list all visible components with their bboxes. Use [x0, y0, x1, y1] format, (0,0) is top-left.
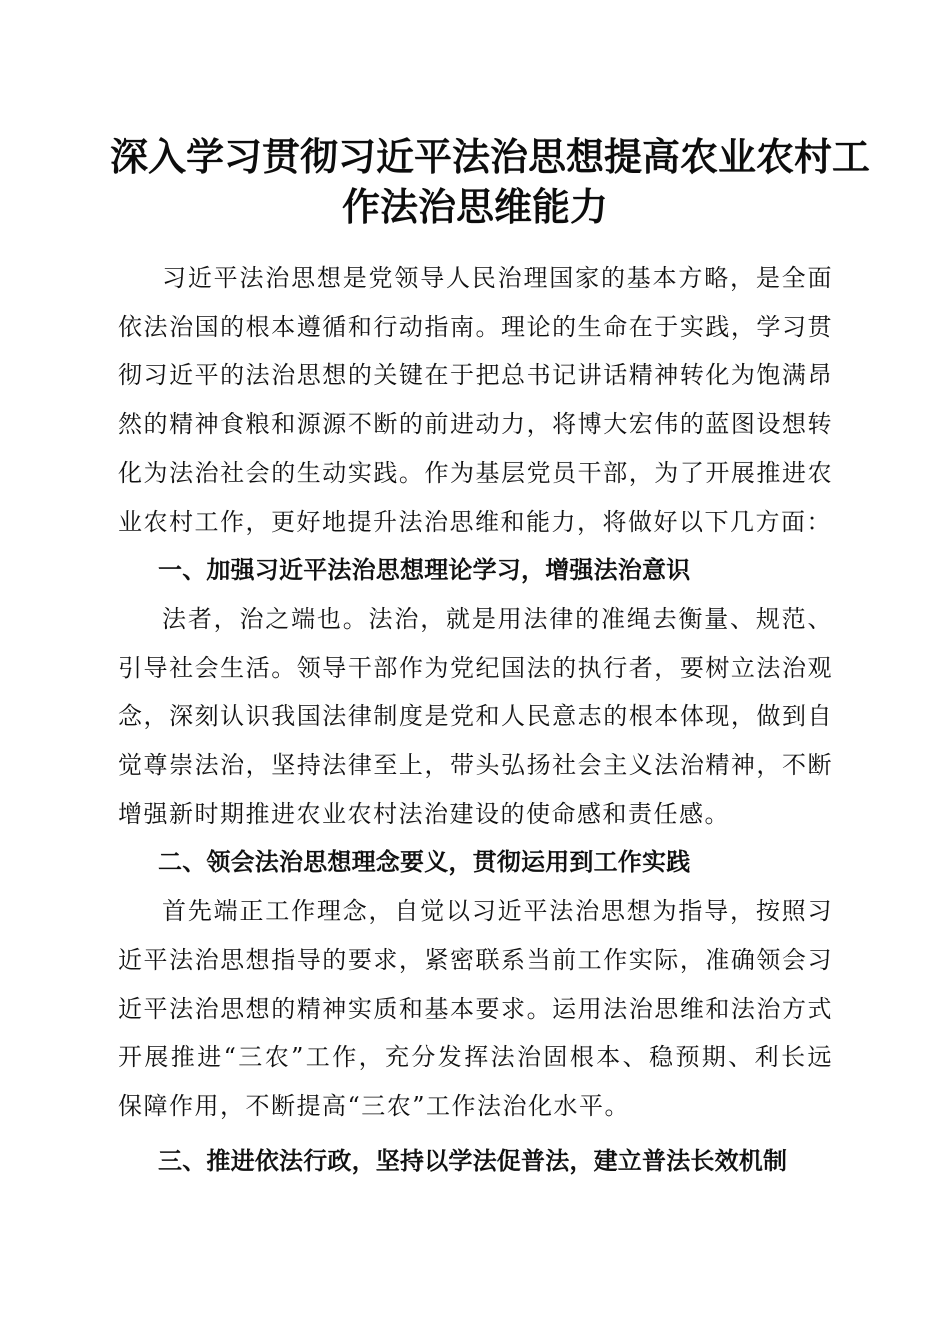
document-title [110, 132, 871, 232]
intro-paragraph: 习近平法治思想是党领导人民治理国家的基本方略，是全面依法治国的根本遵循和行动指南。理论的生命在于实践，学习贯彻习近平的法治思想的关键在于把总书记讲话精神转化为饱满昂然的精神食粮和源源不断的前进动力，将博大宏伟的蓝图设想转化为法治社会的生动实践。作为基层党员干部，为了开展推进农业农村工作，更好地提升法治思维和能力，将做好以下几方面： [118, 264, 833, 536]
section-2-paragraph: 首先端正工作理念，自觉以习近平法治思想为指导，按照习近平法治思想指导的要求，紧密联系当前工作实际，准确领会习近平法治思想的精神实质和基本要求。运用法治思维和法治方式开展推进“三农”工作，充分发挥法治固根本、稳预期、利长远保障作用，不断提高“三农”工作法治化水平。 [118, 897, 833, 1120]
title-line-1: 深入学习贯彻习近平法治思想提高农业农村工 [110, 134, 871, 179]
title-line-2: 作法治思维能力 [341, 184, 608, 229]
section-3-heading: 三、推进依法行政，坚持以学法促普法，建立普法长效机制 [158, 1146, 788, 1175]
section-1-heading: 一、加强习近平法治思想理论学习，增强法治意识 [158, 556, 691, 585]
section-2-heading: 二、领会法治思想理念要义，贯彻运用到工作实践 [158, 848, 691, 877]
document-body [118, 254, 833, 1185]
section-1-paragraph: 法者，治之端也。法治，就是用法律的准绳去衡量、规范、引导社会生活。领导干部作为党纪国法的执行者，要树立法治观念，深刻认识我国法律制度是党和人民意志的根本体现，做到自觉尊崇法治，坚持法律至上，带头弘扬社会主义法治精神，不断增强新时期推进农业农村法治建设的使命感和责任感。 [118, 604, 833, 828]
